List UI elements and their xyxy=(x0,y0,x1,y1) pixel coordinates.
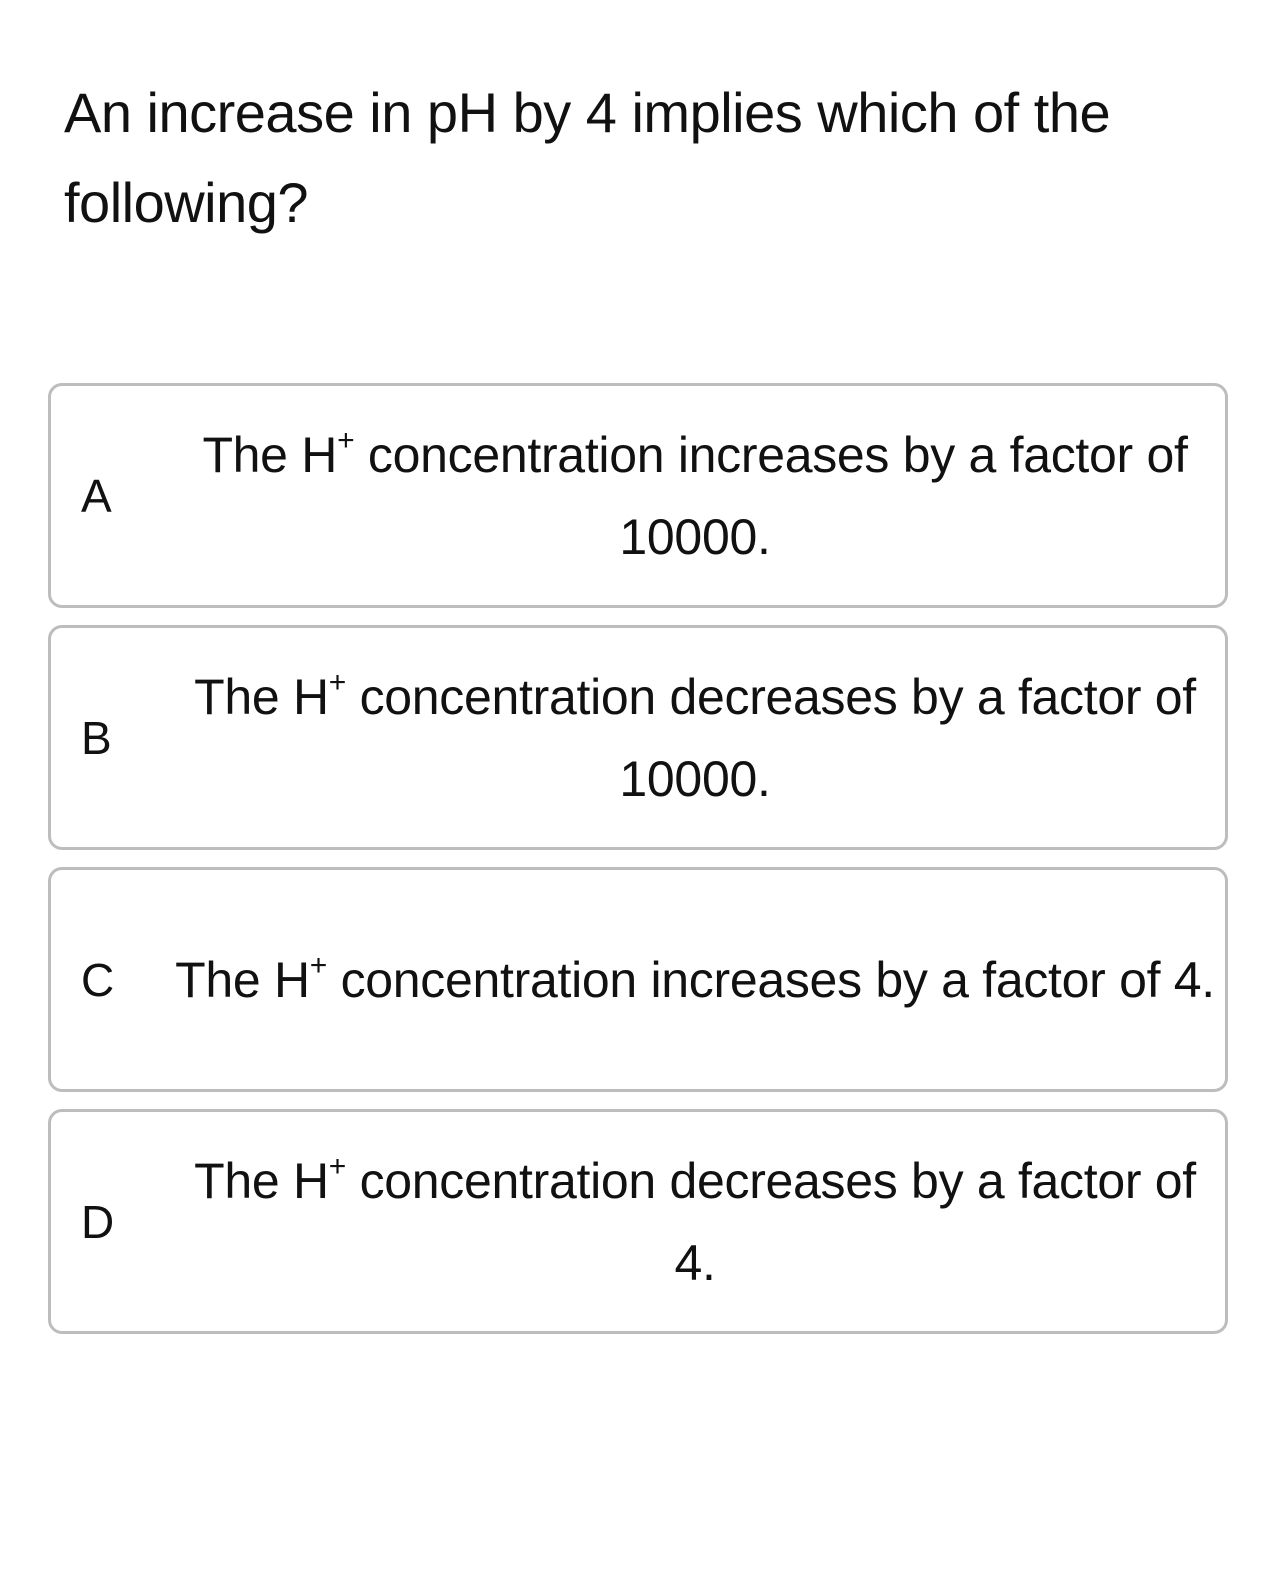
option-c[interactable] xyxy=(48,867,1228,1092)
answer-options xyxy=(48,383,1228,1351)
option-text-start: The H xyxy=(175,951,310,1008)
option-text-start: The H xyxy=(194,1152,329,1209)
option-d[interactable] xyxy=(48,1109,1228,1334)
option-text-end: concentration decreases by a factor of 10000. xyxy=(346,668,1196,807)
option-a[interactable] xyxy=(48,383,1228,608)
superscript-plus: + xyxy=(309,948,327,982)
option-text xyxy=(171,414,1219,578)
option-b[interactable] xyxy=(48,625,1228,850)
superscript-plus: + xyxy=(328,1149,346,1183)
question-text: An increase in pH by 4 implies which of the following? xyxy=(64,81,1111,234)
option-letter: B xyxy=(81,711,112,764)
superscript-plus: + xyxy=(337,423,355,457)
option-text-end: concentration increases by a factor of 4. xyxy=(327,951,1215,1008)
option-text-end: concentration increases by a factor of 10000. xyxy=(354,426,1188,565)
option-text xyxy=(171,656,1219,820)
option-text xyxy=(171,939,1219,1021)
option-text-start: The H xyxy=(194,668,329,725)
option-text xyxy=(171,1140,1219,1304)
option-letter: D xyxy=(81,1195,115,1248)
superscript-plus: + xyxy=(328,665,346,699)
option-letter: A xyxy=(81,469,112,522)
option-text-end: concentration decreases by a factor of 4. xyxy=(346,1152,1196,1291)
option-letter: C xyxy=(81,953,115,1006)
option-text-start: The H xyxy=(202,426,338,483)
